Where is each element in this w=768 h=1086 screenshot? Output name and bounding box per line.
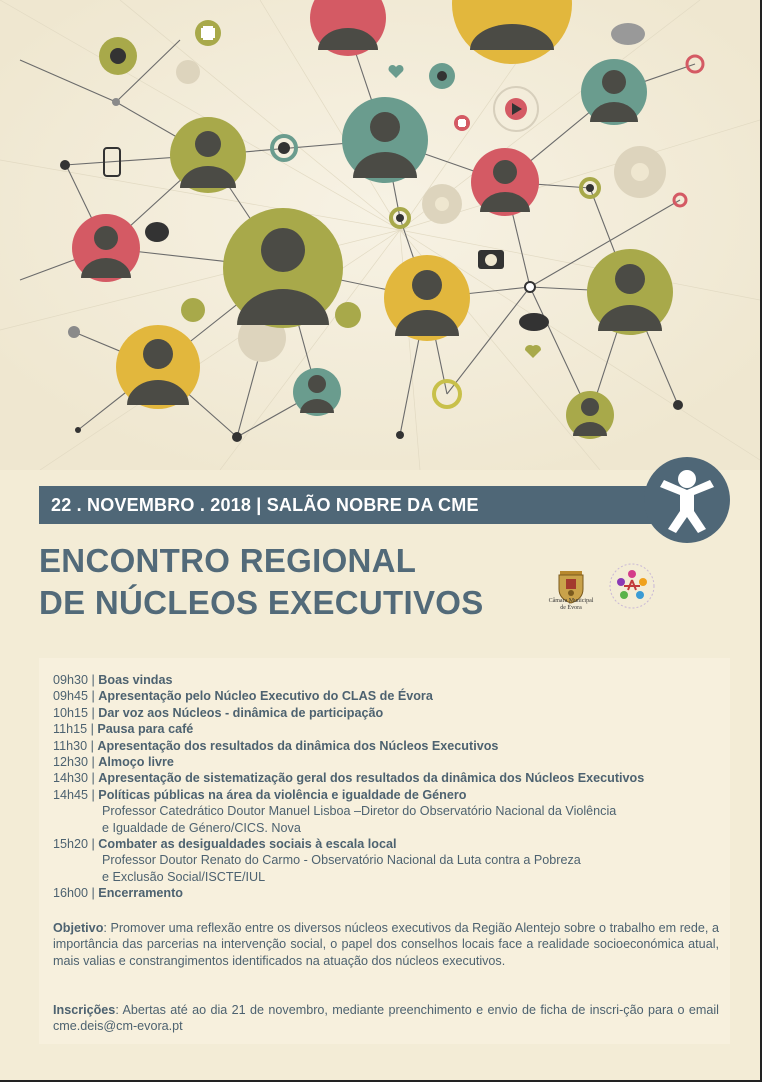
agenda-item (53, 885, 725, 901)
agenda-item (53, 721, 725, 737)
objective-label: Objetivo (53, 921, 104, 935)
agenda-time: 11h15 | (53, 722, 94, 737)
social-person-emblem-icon (644, 457, 730, 543)
agenda-time: 14h30 | (53, 771, 95, 786)
agenda-title: Apresentação de sistematização geral dos resultados da dinâmica dos Núcleos Executivos (98, 771, 645, 786)
agenda-time: 16h00 | (53, 886, 95, 901)
clas-evora-logo-icon (608, 562, 656, 610)
agenda-item (53, 705, 725, 721)
event-date-place: 22 . NOVEMBRO . 2018 | SALÃO NOBRE DA CME (51, 495, 479, 515)
cme-logo-line-2: de Évora (560, 605, 582, 611)
agenda-time: 11h30 | (53, 738, 94, 753)
cme-logo-caption (538, 598, 604, 612)
agenda-item (53, 688, 725, 704)
objective-text: : Promover uma reflexão entre os diversos núcleos executivos da Região Alentejo sobre o trabalho em rede, a importância das parcerias na intervenção social, o papel dos conselhos locais face a realidade socioeconómica atual, mais valias e constrangimentos identificados na atuação dos núcleos executivos. (53, 921, 719, 968)
registration-label: Inscrições (53, 1003, 116, 1017)
objective-paragraph (53, 920, 719, 969)
program-panel (39, 658, 730, 1044)
agenda-title: Políticas públicas na área da violência e igualdade de Género (98, 787, 467, 802)
agenda-title: Encerramento (98, 886, 183, 901)
agenda-title: Almoço livre (98, 755, 174, 770)
agenda-item (53, 787, 725, 803)
agenda-time: 14h45 | (53, 787, 95, 802)
agenda-time: 09h30 | (53, 673, 95, 687)
agenda-time: 15h20 | (53, 837, 95, 852)
agenda-list (53, 672, 725, 902)
title-line-2: DE NÚCLEOS EXECUTIVOS (39, 584, 484, 621)
cme-logo-line-1: Câmara Municipal (548, 598, 594, 604)
agenda-time: 09h45 | (53, 689, 95, 704)
agenda-title: Boas vindas (98, 673, 173, 687)
date-banner (39, 486, 679, 524)
agenda-title: Apresentação dos resultados da dinâmica dos Núcleos Executivos (97, 738, 499, 753)
agenda-speaker-detail: Professor Doutor Renato do Carmo - Observatório Nacional da Luta contra a Pobreza (102, 853, 581, 868)
agenda-item (53, 754, 725, 770)
agenda-speaker-detail: e Igualdade de Género/CICS. Nova (102, 820, 301, 835)
social-network-illustration (0, 0, 760, 470)
registration-paragraph (53, 1002, 719, 1035)
agenda-title: Pausa para café (97, 722, 194, 737)
agenda-title: Combater as desigualdades sociais à escala local (98, 837, 397, 852)
agenda-speaker-detail: e Exclusão Social/ISCTE/IUL (102, 869, 266, 884)
agenda-item (53, 738, 725, 754)
title-line-1: ENCONTRO REGIONAL (39, 542, 417, 579)
agenda-time: 12h30 | (53, 755, 95, 770)
agenda-item (53, 672, 725, 688)
agenda-item (53, 770, 725, 786)
agenda-title: Apresentação pelo Núcleo Executivo do CLAS de Évora (98, 689, 433, 704)
agenda-title: Dar voz aos Núcleos - dinâmica de participação (98, 705, 384, 720)
agenda-time: 10h15 | (53, 705, 95, 720)
registration-text: : Abertas até ao dia 21 de novembro, mediante preenchimento e envio de ficha de inscri-ção para o email cme.deis@cm-evora.pt (53, 1003, 719, 1034)
event-title (39, 540, 484, 624)
agenda-item (53, 836, 725, 852)
agenda-speaker-detail: Professor Catedrático Doutor Manuel Lisboa –Diretor do Observatório Nacional da Violência (102, 804, 617, 819)
